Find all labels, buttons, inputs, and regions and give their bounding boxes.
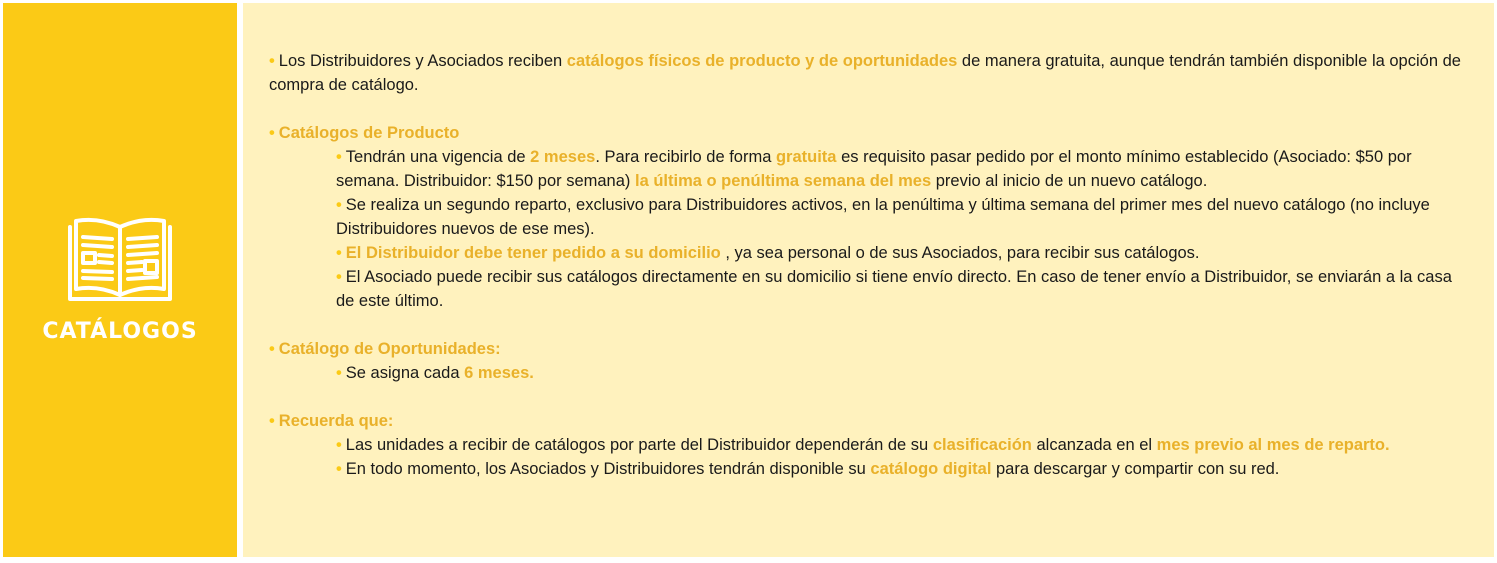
list-item: • En todo momento, los Asociados y Distribuidores tendrán disponible su catálogo digital para descargar y compartir con su red. bbox=[336, 460, 1280, 478]
bullet: • bbox=[336, 268, 342, 286]
sidebar-title: CATÁLOGOS bbox=[42, 319, 198, 344]
bullet: • bbox=[269, 412, 275, 430]
highlight: gratuita bbox=[775, 148, 837, 166]
bullet: • bbox=[269, 124, 275, 142]
section-heading-producto: • Catálogos de Producto bbox=[269, 124, 460, 142]
highlight: catálogos físicos de producto y de oportunidades bbox=[566, 52, 958, 70]
bullet: • bbox=[336, 244, 342, 262]
bullet: • bbox=[336, 196, 342, 214]
highlight: clasificación bbox=[932, 436, 1032, 454]
list-item: • El Distribuidor debe tener pedido a su domicilio , ya sea personal o de sus Asociados, para recibir sus catálogos. bbox=[336, 244, 1200, 262]
list-item: • Tendrán una vigencia de 2 meses. Para recibirlo de forma gratuita es requisito pasar pedido por el monto mínimo establecido (Asociado: $50 por semana. Distribuidor: $150 por semana) la última o penúltima semana del mes previo al inicio de un nuevo catálogo. bbox=[336, 148, 1412, 190]
highlight: 6 meses. bbox=[464, 364, 534, 382]
recuerda-list bbox=[269, 433, 1474, 481]
highlight: 2 meses bbox=[530, 148, 596, 166]
list-item: • Las unidades a recibir de catálogos por parte del Distribuidor dependerán de su clasificación alcanzada en el mes previo al mes de reparto. bbox=[336, 436, 1390, 454]
highlight: El Distribuidor debe tener pedido a su domicilio bbox=[345, 244, 721, 262]
bullet: • bbox=[269, 52, 275, 70]
open-book-icon bbox=[66, 215, 174, 307]
list-item: • Se asigna cada 6 meses. bbox=[336, 364, 534, 382]
bullet: • bbox=[336, 148, 342, 166]
content bbox=[269, 49, 1474, 481]
content-panel bbox=[243, 3, 1494, 557]
highlight: la última o penúltima semana del mes bbox=[634, 172, 932, 190]
section-heading-recuerda: • Recuerda que: bbox=[269, 412, 394, 430]
bullet: • bbox=[336, 436, 342, 454]
list-item: • El Asociado puede recibir sus catálogos directamente en su domicilio si tiene envío directo. En caso de tener envío a Distribuidor, se enviarán a la casa de este último. bbox=[336, 268, 1452, 310]
intro-paragraph: • Los Distribuidores y Asociados reciben catálogos físicos de producto y de oportunidades de manera gratuita, aunque tendrán también disponible la opción de compra de catálogo. bbox=[269, 52, 1461, 94]
producto-list bbox=[269, 145, 1474, 313]
highlight: catálogo digital bbox=[870, 460, 992, 478]
bullet: • bbox=[269, 340, 275, 358]
list-item: • Se realiza un segundo reparto, exclusivo para Distribuidores activos, en la penúltima y última semana del primer mes del nuevo catálogo (no incluye Distribuidores nuevos de ese mes). bbox=[336, 196, 1430, 238]
bullet: • bbox=[336, 364, 342, 382]
highlight: mes previo al mes de reparto. bbox=[1156, 436, 1390, 454]
sidebar bbox=[3, 3, 237, 557]
oportunidades-list bbox=[269, 361, 1474, 385]
bullet: • bbox=[336, 460, 342, 478]
section-heading-oportunidades: • Catálogo de Oportunidades: bbox=[269, 340, 501, 358]
